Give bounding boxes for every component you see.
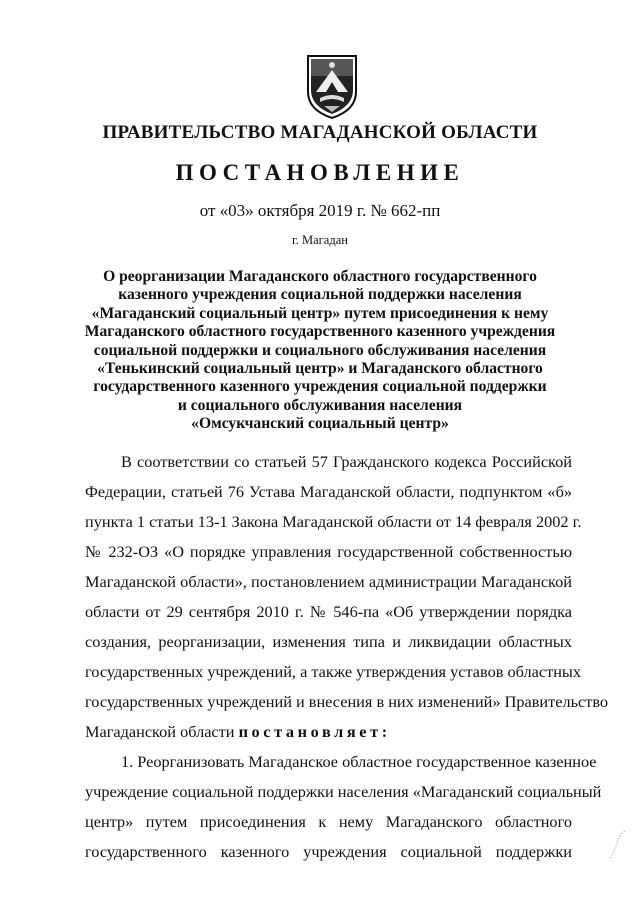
body-line: государственных учреждений, а также утверждения уставов областных <box>85 662 581 681</box>
body-line: создания, реорганизации, изменения типа и ликвидации областных <box>85 632 572 651</box>
subject-line: казенного учреждения социальной поддержки населения <box>118 286 522 304</box>
body-line: Федерации, статьей 76 Устава Магаданской области, подпунктом «б» <box>85 482 572 501</box>
body-line: государственных учреждений и внесения в них изменений» Правительство <box>85 692 609 711</box>
scan-artifact-mark <box>606 826 630 862</box>
subject-line: социальной поддержки и социального обслуживания населения <box>93 341 547 359</box>
body-line-prefix: Магаданской области <box>85 722 239 741</box>
body-line: № 232-ОЗ «О порядке управления государственной собственностью <box>85 542 572 561</box>
document-city: г. Магадан <box>292 233 348 247</box>
subject-line: «Омсукчанский социальный центр» <box>191 415 449 433</box>
item1-line: центр» путем присоединения к нему Магаданского областного <box>85 812 572 831</box>
body-line: области от 29 сентября 2010 г. № 546-па «Об утверждении порядка <box>85 602 572 621</box>
document-type-heading: ПОСТАНОВЛЕНИЕ <box>175 160 465 185</box>
document-date-number: от «03» октября 2019 г. № 662-пп <box>199 201 441 220</box>
item1-line: государственного казенного учреждения социальной поддержки <box>85 842 572 861</box>
subject-line: и социального обслуживания населения <box>177 396 463 414</box>
body-line: пункта 1 статьи 13-1 Закона Магаданской области от 14 февраля 2002 г. <box>85 512 582 531</box>
coat-of-arms-emblem <box>304 52 360 120</box>
resolves-keyword: постановляет: <box>238 722 391 741</box>
item1-line: 1. Реорганизовать Магаданское областное государственное казенное <box>121 752 597 771</box>
subject-line: Магаданского областного государственного казенного учреждения <box>84 323 556 341</box>
subject-line: «Тенькинский социальный центр» и Магаданского областного <box>97 360 543 378</box>
subject-line: «Магаданский социальный центр» путем присоединения к нему <box>91 304 549 322</box>
body-line: Магаданской области», постановлением администрации Магаданской <box>85 572 572 591</box>
body-line: В соответствии со статьей 57 Гражданского кодекса Российской <box>121 452 572 471</box>
body-line-resolution <box>85 717 572 747</box>
document-body <box>85 447 609 867</box>
subject-line: государственного казенного учреждения социальной поддержки <box>93 378 547 396</box>
government-title: ПРАВИТЕЛЬСТВО МАГАДАНСКОЙ ОБЛАСТИ <box>102 122 538 143</box>
subject-line: О реорганизации Магаданского областного государственного <box>103 268 537 285</box>
item1-line: учреждение социальной поддержки населения «Магаданский социальный <box>85 782 602 801</box>
document-subject <box>60 268 580 434</box>
